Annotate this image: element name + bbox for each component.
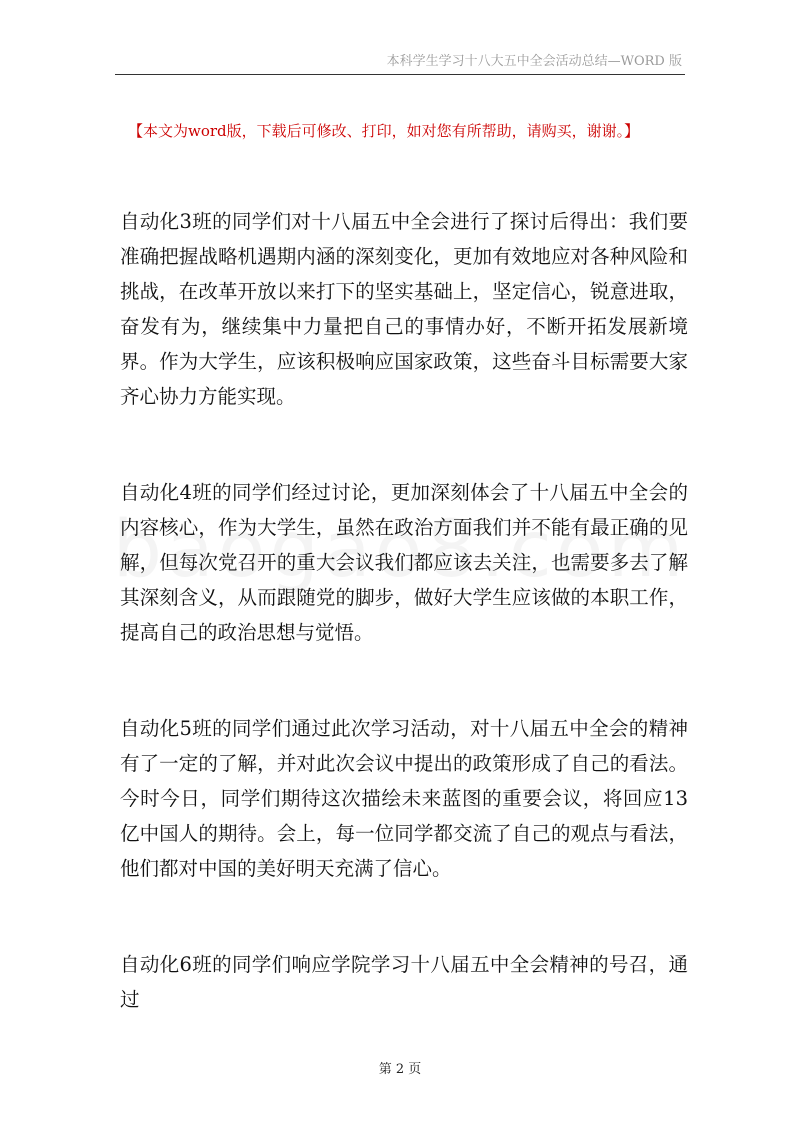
paragraph-class-5: 自动化5班的同学们通过此次学习活动，对十八届五中全会的精神有了一定的了解，并对此次会议中提出的政策形成了自己的看法。今时今日，同学们期待这次描绘未来蓝图的重要会议，将回应13亿中国人的期待。会上，每一位同学都交流了自己的观点与看法，他们都对中国的美好明天充满了信心。	[120, 717, 688, 880]
page-number: 第 2 页	[378, 1062, 422, 1077]
header-title: 本科学生学习十八大五中全会活动总结—WORD 版	[386, 54, 682, 69]
header-divider	[115, 74, 685, 75]
paragraph-class-3: 自动化3班的同学们对十八届五中全会进行了探讨后得出：我们要准确把握战略机遇期内涵的深刻变化，更加有效地应对各种风险和挑战，在改革开放以来打下的坚实基础上，坚定信心，锐意进取，奋发有为，继续集中力量把自己的事情办好，不断开拓发展新境界。作为大学生，应该积极响应国家政策，这些奋斗目标需要大家齐心协力方能实现。	[120, 210, 688, 408]
paragraph-class-6: 自动化6班的同学们响应学院学习十八届五中全会精神的号召，通过	[120, 953, 688, 1011]
document-body	[120, 204, 688, 1017]
paragraph-class-4: 自动化4班的同学们经过讨论，更加深刻体会了十八届五中全会的内容核心，作为大学生，虽然在政治方面我们并不能有最正确的见解，但每次党召开的重大会议我们都应该去关注，也需要多去了解其深刻含义，从而跟随党的脚步，做好大学生应该做的本职工作，提高自己的政治思想与觉悟。	[120, 481, 688, 644]
download-notice: 【本文为word版，下载后可修改、打印，如对您有所帮助，请购买，谢谢。】	[128, 122, 640, 140]
